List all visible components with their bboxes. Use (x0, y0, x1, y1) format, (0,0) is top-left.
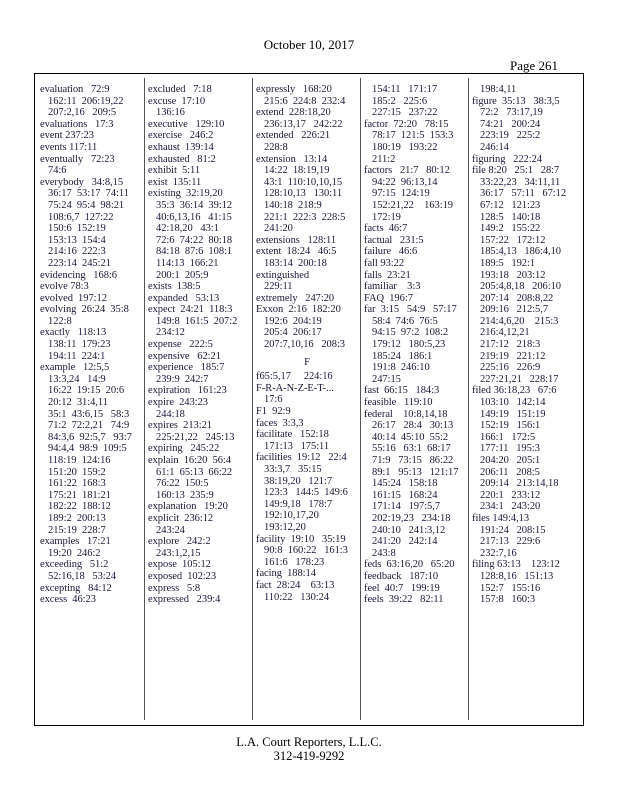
index-entry-continuation: 200:1 205:9 (156, 269, 209, 281)
index-entry: far 3:15 54:9 57:17 (364, 304, 457, 316)
index-entry-continuation: 78:17 121:5 153:3 (372, 130, 454, 142)
index-entry: expire 243:23 (148, 397, 208, 409)
index-entry: figuring 222:24 (472, 153, 543, 165)
index-entry: experience 185:7 (148, 362, 225, 374)
index-entry-continuation: 185:24 186:1 (372, 350, 433, 362)
index-entry: filing 63:13 123:12 (472, 559, 560, 571)
page-number: Page 261 (510, 58, 559, 73)
index-entry-continuation: 161:22 168:3 (48, 478, 106, 490)
index-entry-continuation: 114:13 166:21 (156, 257, 219, 269)
index-entry: exceeding 51:2 (40, 559, 109, 571)
index-entry: extremely 247:20 (256, 292, 335, 304)
index-entry-continuation: 244:18 (156, 408, 185, 420)
index-entry: exercise 246:2 (148, 130, 214, 142)
index-entry-continuation: 61:1 65:13 66:22 (156, 466, 233, 478)
index-entry-continuation: 52:16,18 53:24 (48, 570, 117, 582)
index-entry-continuation: 157:22 172:12 (480, 234, 546, 246)
index-entry: files 149:4,13 (472, 512, 530, 524)
index-entry: federal 10:8,14,18 (364, 408, 448, 420)
index-entry-continuation: 43:1 110:10,10,15 (264, 176, 343, 188)
index-entry-continuation: 72:2 73:17,19 (480, 107, 543, 119)
index-entry: filed 36:18,23 67:6 (472, 385, 557, 397)
index-entry-continuation: 185:4,13 186:4,10 (480, 246, 562, 258)
index-entry-continuation: 36:17 57:11 67:12 (480, 188, 567, 200)
index-entry: expiring 245:22 (148, 443, 220, 455)
index-entry: factors 21:7 80:12 (364, 165, 450, 177)
index-entry-continuation: 128:8,16 151:13 (480, 570, 554, 582)
footer (0, 735, 618, 763)
transcript-date: October 10, 2017 (263, 37, 355, 52)
index-entry-continuation: 232:7,16 (480, 547, 517, 559)
index-entry: evolved 197:12 (40, 292, 107, 304)
index-entry-continuation: 33:22,23 34:11,11 (480, 176, 561, 188)
index-entry: falls 23:21 (364, 269, 411, 281)
index-entry-continuation: 152:19 156:1 (480, 420, 541, 432)
index-entry: fall 93:22 (364, 257, 405, 269)
index-entry: excluded 7:18 (148, 84, 212, 95)
court-reporter-name: L.A. Court Reporters, L.L.C. (236, 735, 382, 749)
index-entry-continuation: 206:11 208:5 (480, 466, 540, 478)
index-entry: expiration 161:23 (148, 385, 227, 397)
index-entry-continuation: 75:24 95:4 98:21 (48, 199, 125, 211)
index-entry-continuation: 128:5 140:18 (480, 211, 541, 223)
index-entry-continuation: 225:21,22 245:13 (156, 431, 235, 443)
index-entry-continuation: 74:21 200:24 (480, 118, 541, 130)
index-entry-continuation: 193:12,20 (264, 521, 306, 533)
index-entry: fact 28:24 63:13 (256, 579, 335, 591)
index-entry-continuation: 198:4,11 (480, 84, 517, 95)
index-entry-continuation: 33:3,7 35:15 (264, 464, 322, 475)
index-entry-continuation: 162:11 206:19,22 (48, 95, 124, 107)
index-entry: exhibit 5:11 (148, 165, 201, 177)
index-entry: factual 231:5 (364, 234, 424, 246)
index-entry: faces 3:3,3 (256, 417, 304, 429)
index-entry-continuation: 223:19 225:2 (480, 130, 541, 142)
index-entry: expensive 62:21 (148, 350, 221, 362)
index-entry-continuation: 20:12 31:4,11 (48, 397, 108, 409)
index-entry-continuation: 209:16 212:5,7 (480, 304, 549, 316)
index-entry-continuation: 58:4 74:6 76:5 (372, 315, 438, 327)
index-entry-continuation: 171:13 175:11 (264, 440, 330, 452)
index-entry-continuation: 161:6 178:23 (264, 556, 325, 568)
index-entry: Exxon 2:16 182:20 (256, 304, 341, 316)
index-entry-continuation: 239:9 242:7 (156, 373, 209, 385)
index-entry-continuation: 219:19 221:12 (480, 350, 546, 362)
index-entry: factor 72:20 78:15 (364, 118, 449, 130)
index-entry-continuation: 17:6 (264, 394, 283, 406)
index-entry-continuation: 38:19,20 121:7 (264, 475, 333, 487)
index-entry-continuation: 26:17 28:4 30:13 (372, 420, 454, 432)
index-entry-continuation: 204:20 205:1 (480, 455, 541, 466)
index-entry-continuation: 207:7,10,16 208:3 (264, 339, 346, 351)
index-entry: feasible 119:10 (364, 397, 433, 409)
index-entry: facilities 19:12 22:4 (256, 452, 347, 464)
index-entry-continuation: 189:2 200:13 (48, 512, 106, 524)
index-entry-continuation: 247:15 (372, 373, 401, 385)
index-entry: expressly 168:20 (256, 84, 332, 95)
index-entry-continuation: 97:15 124:19 (372, 188, 430, 200)
index-entry-continuation: 19:20 246:2 (48, 547, 101, 559)
index-entry-continuation: 205:4,8,18 206:10 (480, 281, 562, 293)
index-entry-continuation: 122:8 (48, 315, 72, 327)
index-entry-continuation: 13:3,24 14:9 (48, 373, 106, 385)
index-entry-continuation: 177:11 195:3 (480, 443, 540, 455)
index-entry: feedback 187:10 (364, 570, 439, 582)
index-entry: executive 129:10 (148, 118, 225, 130)
index-entry-continuation: 76:22 150:5 (156, 478, 209, 490)
index-entry-continuation: 192:10,17,20 (264, 510, 319, 522)
index-entry-continuation: 243:1,2,15 (156, 547, 201, 559)
index-entry-continuation: 216:4,12,21 (480, 327, 530, 339)
index-entry-continuation: 172:19 (372, 211, 401, 223)
index-entry-continuation: 220:1 233:12 (480, 489, 541, 501)
index-entry: expires 213:21 (148, 420, 212, 432)
index-entry-continuation: 183:14 200:18 (264, 257, 327, 269)
index-entry: expense 222:5 (148, 339, 213, 351)
index-entry-continuation: 234:12 (156, 327, 185, 339)
index-entry-continuation: 160:13 235:9 (156, 489, 214, 501)
index-entry: F1 92:9 (256, 406, 291, 418)
index-column-5 (472, 84, 578, 714)
index-entry-continuation: 207:2,16 209:5 (48, 107, 117, 119)
index-entry-continuation: 40:6,13,16 41:15 (156, 211, 232, 223)
column-divider (252, 78, 253, 720)
index-entry-continuation: 154:11 171:17 (372, 84, 438, 95)
index-entry: figure 35:13 38:3,5 (472, 95, 560, 107)
index-column-2 (148, 84, 250, 714)
index-entry: facility 19:10 35:19 (256, 533, 346, 545)
index-entry-continuation: 16:22 19:15 20:6 (48, 385, 125, 397)
index-entry-continuation: 123:3 144:5 149:6 (264, 487, 348, 499)
index-entry-continuation: 149:2 155:22 (480, 223, 541, 235)
index-entry-continuation: 40:14 45:10 55:2 (372, 431, 449, 443)
index-frame (34, 73, 584, 726)
index-entry: explore 242:2 (148, 536, 211, 548)
index-entry-continuation: 175:21 181:21 (48, 489, 111, 501)
index-entry: exhaust 139:14 (148, 141, 214, 153)
index-entry: exactly 118:13 (40, 327, 107, 339)
index-entry-continuation: 193:18 203:12 (480, 269, 546, 281)
index-entry-continuation: 157:8 160:3 (480, 594, 536, 606)
index-entry: evolve 78:3 (40, 281, 89, 293)
index-entry: expressed 239:4 (148, 594, 221, 606)
index-entry: fast 66:15 184:3 (364, 385, 440, 397)
index-entry-continuation: 94:22 96:13,14 (372, 176, 438, 188)
index-entry: excepting 84:12 (40, 582, 112, 594)
index-entry-continuation: 225:16 226:9 (480, 362, 541, 374)
index-entry: exposed 102:23 (148, 570, 217, 582)
index-entry-continuation: 84:18 87:6 108:1 (156, 246, 233, 258)
index-entry-continuation: 103:10 142:14 (480, 397, 546, 409)
index-entry-continuation: 194:11 224:1 (48, 350, 106, 362)
index-entry-continuation: 149:19 151:19 (480, 408, 546, 420)
index-entry-continuation: 243:24 (156, 524, 185, 536)
index-entry-continuation: 241:20 (264, 223, 293, 235)
index-entry-continuation: 42:18,20 43:1 (156, 223, 219, 235)
index-entry-continuation: 180:19 193:22 (372, 141, 438, 153)
index-entry-continuation: 214:4,6,20 215:3 (480, 315, 559, 327)
index-entry-continuation: 118:19 124:16 (48, 455, 111, 466)
index-entry-continuation: 138:11 179:23 (48, 339, 111, 351)
index-entry-continuation: 150:6 152:19 (48, 223, 106, 235)
index-entry-continuation: 94:4,4 98:9 109:5 (48, 443, 127, 455)
index-entry: example 12:5,5 (40, 362, 110, 374)
index-entry-continuation: 207:14 208:8,22 (480, 292, 554, 304)
index-entry: expanded 53:13 (148, 292, 220, 304)
index-entry: events 117:11 (40, 141, 98, 153)
index-entry: evidencing 168:6 (40, 269, 117, 281)
index-entry-continuation: 153:13 154:4 (48, 234, 106, 246)
index-entry-continuation: 215:19 228:7 (48, 524, 106, 536)
index-entry: extend 228:18,20 (256, 107, 331, 119)
index-entry: F-R-A-N-Z-E-T-... (256, 382, 334, 394)
index-entry-continuation: 221:1 222:3 228:5 (264, 211, 346, 223)
index-entry-continuation: 89:1 95:13 121:17 (372, 466, 459, 478)
index-entry-continuation: 227:15 237:22 (372, 107, 438, 119)
index-entry: explain 16:20 56:4 (148, 455, 231, 466)
index-entry: expect 24:21 118:3 (148, 304, 233, 316)
index-entry: exist 135:11 (148, 176, 202, 188)
index-entry-continuation: 217:12 218:3 (480, 339, 541, 351)
index-entry: examples 17:21 (40, 536, 111, 548)
index-entry-continuation: 227:21,21 228:17 (480, 373, 559, 385)
index-entry-continuation: 71:9 73:15 86:22 (372, 455, 454, 466)
index-entry-continuation: 90:8 160:22 161:3 (264, 545, 348, 557)
column-divider (144, 78, 145, 720)
index-entry-continuation: 149:9,18 178:7 (264, 498, 333, 510)
index-entry-continuation: 243:8 (372, 547, 396, 559)
index-entry-continuation: 71:2 72:2,21 74:9 (48, 420, 130, 432)
index-entry: excess 46:23 (40, 594, 96, 606)
index-entry-continuation: 74:6 (48, 165, 67, 177)
section-letter: F (304, 356, 310, 368)
index-entry-continuation: 211:2 (372, 153, 396, 165)
index-entry: existing 32:19,20 (148, 188, 223, 200)
index-entry: explanation 19:20 (148, 501, 228, 513)
index-entry-continuation: 94:15 97:2 108:2 (372, 327, 449, 339)
index-entry: FAQ 196:7 (364, 292, 413, 304)
index-entry: extension 13:14 (256, 153, 328, 165)
index-entry: extinguished (256, 269, 310, 281)
index-entry-continuation: 182:22 188:12 (48, 501, 111, 513)
index-entry-continuation: 152:7 155:16 (480, 582, 541, 594)
index-entry-continuation: 209:14 213:14,18 (480, 478, 559, 490)
index-column-3 (256, 84, 358, 714)
index-entry-continuation: 149:8 161:5 207:2 (156, 315, 238, 327)
index-entry-continuation: 191:24 208:15 (480, 524, 546, 536)
index-entry-continuation: 72:6 74:22 80:18 (156, 234, 233, 246)
index-entry-continuation: 108:6,7 127:22 (48, 211, 114, 223)
index-entry: extensions 128:11 (256, 234, 337, 246)
index-entry: everybody 34:8,15 (40, 176, 124, 188)
index-entry: file 8:20 25:1 28:7 (472, 165, 560, 177)
index-entry: evaluation 72:9 (40, 84, 110, 95)
index-entry-continuation: 192:6 204:19 (264, 315, 322, 327)
index-entry-continuation: 166:1 172:5 (480, 431, 536, 443)
index-entry: f65:5,17 224:16 (256, 371, 333, 383)
index-entry: familiar 3:3 (364, 281, 421, 293)
index-entry-continuation: 140:18 218:9 (264, 199, 322, 211)
index-entry-continuation: 35:3 36:14 39:12 (156, 199, 233, 211)
index-entry-continuation: 246:14 (480, 141, 509, 153)
index-entry-continuation: 234:1 243:20 (480, 501, 541, 513)
index-entry-continuation: 202:19,23 234:18 (372, 512, 451, 524)
index-entry-continuation: 84:3,6 92:5,7 93:7 (48, 431, 132, 443)
index-entry-continuation: 171:14 197:5,7 (372, 501, 441, 513)
index-entry: extended 226:21 (256, 130, 331, 142)
index-entry: feel 40:7 199:19 (364, 582, 440, 594)
index-entry-continuation: 36:17 53:17 74:11 (48, 188, 129, 200)
index-entry: excuse 17:10 (148, 95, 206, 107)
index-entry: exists 138:5 (148, 281, 201, 293)
index-entry-continuation: 67:12 121:23 (480, 199, 541, 211)
index-entry: event 237:23 (40, 130, 94, 142)
index-entry-continuation: 215:6 224:8 232:4 (264, 95, 346, 107)
index-entry-continuation: 55:16 63:1 68:17 (372, 443, 451, 455)
index-entry: exhausted 81:2 (148, 153, 216, 165)
column-divider (468, 78, 469, 720)
index-column-1 (40, 84, 142, 714)
index-entry-continuation: 217:13 229:6 (480, 536, 541, 548)
court-reporter-phone: 312-419-9292 (273, 749, 345, 763)
index-entry: extent 18:24 46:5 (256, 246, 337, 258)
index-entry-continuation: 241:20 242:14 (372, 536, 438, 548)
index-entry: facilitate 152:18 (256, 429, 329, 441)
index-entry: feels 39:22 82:11 (364, 594, 444, 606)
index-entry-continuation: 14:22 18:19,19 (264, 165, 330, 177)
index-entry-continuation: 136:16 (156, 107, 185, 119)
index-entry: expose 105:12 (148, 559, 211, 571)
index-entry: explicit 236:12 (148, 512, 214, 524)
index-entry: evolving 26:24 35:8 (40, 304, 129, 316)
index-entry: failure 46:6 (364, 246, 418, 258)
index-entry-continuation: 189:5 192:1 (480, 257, 536, 269)
index-entry: eventually 72:23 (40, 153, 115, 165)
index-entry-continuation: 145:24 158:18 (372, 478, 438, 490)
index-entry: evaluations 17:3 (40, 118, 114, 130)
index-entry-continuation: 35:1 43:6,15 58:3 (48, 408, 130, 420)
index-entry-continuation: 205:4 206:17 (264, 327, 322, 339)
index-entry: facing 188:14 (256, 568, 316, 580)
index-entry-continuation: 240:10 241:3,12 (372, 524, 446, 536)
index-column-4 (364, 84, 466, 714)
index-entry-continuation: 128:10,13 130:11 (264, 188, 343, 200)
index-entry-continuation: 191:8 246:10 (372, 362, 430, 374)
index-entry-continuation: 161:15 168:24 (372, 489, 438, 501)
column-divider (360, 78, 361, 720)
index-entry: feds 63:16,20 65:20 (364, 559, 455, 571)
index-entry-continuation: 185:2 225:6 (372, 95, 428, 107)
index-entry-continuation: 151:20 159:2 (48, 466, 106, 478)
index-entry-continuation: 229:11 (264, 281, 293, 293)
index-entry-continuation: 152:21,22 163:19 (372, 199, 454, 211)
index-entry-continuation: 179:12 180:5,23 (372, 339, 446, 351)
index-entry-continuation: 223:14 245:21 (48, 257, 111, 269)
index-entry-continuation: 236:13,17 242:22 (264, 118, 343, 130)
index-entry-continuation: 228:8 (264, 141, 288, 153)
index-entry-continuation: 110:22 130:24 (264, 591, 330, 603)
index-entry: facts 46:7 (364, 223, 408, 235)
index-entry-continuation: 214:16 222:3 (48, 246, 106, 258)
index-entry: express 5:8 (148, 582, 201, 594)
